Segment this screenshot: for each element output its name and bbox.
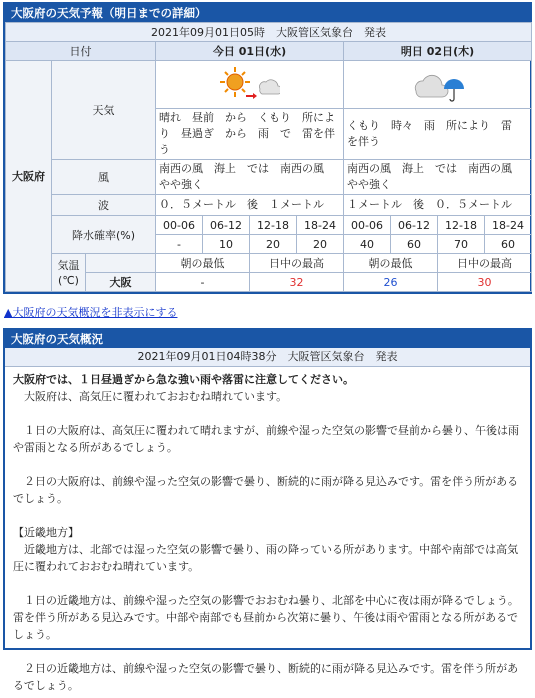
- pop-period: 06-12: [391, 216, 438, 235]
- tomorrow-temp-max: 30: [438, 273, 532, 292]
- cloud-with-rain-icon: [408, 65, 468, 105]
- today-weather-text: 晴れ 昼前 から くもり 所により 昼過ぎ から 雨 で 雷を伴う: [156, 109, 344, 160]
- toggle-overview-link[interactable]: ▲大阪府の天気概況を非表示にする: [4, 306, 178, 319]
- date-header: 日付: [6, 42, 156, 61]
- tomorrow-weather-icon-cell: [344, 61, 532, 109]
- overview-paragraph: [13, 507, 522, 524]
- weather-label: 天気: [52, 61, 156, 160]
- overview-paragraph: １日の大阪府は、高気圧に覆われて晴れますが、前線や湿った空気の影響で昼前から曇り、午後は雨や雷雨となる所があるでしょう。: [13, 424, 519, 454]
- today-weather-icon-cell: [156, 61, 344, 109]
- wind-label: 風: [52, 160, 156, 195]
- pop-period: 18-24: [297, 216, 344, 235]
- wave-label: 波: [52, 195, 156, 216]
- overview-paragraph: [13, 643, 522, 660]
- pop-value: -: [156, 235, 203, 254]
- overview-paragraph: [13, 456, 522, 473]
- overview-paragraph: [13, 575, 522, 592]
- pop-period: 12-18: [250, 216, 297, 235]
- tomorrow-temp-max-header: 日中の最高: [438, 254, 532, 273]
- pop-value: 40: [344, 235, 391, 254]
- forecast-title: 大阪府の天気予報（明日までの詳細）: [5, 4, 530, 22]
- temp-city-spacer: [86, 254, 156, 273]
- today-wave-text: ０．５メートル 後 １メートル: [156, 195, 344, 216]
- overview-paragraph: ２日の近畿地方は、前線や湿った空気の影響で曇り、断続的に雨が降る見込みです。雷を伴う所があるでしょう。: [13, 662, 519, 692]
- overview-panel: [3, 328, 532, 692]
- overview-paragraph: 【近畿地方】: [13, 526, 79, 539]
- overview-paragraph: [13, 405, 522, 422]
- tomorrow-wave-text: １メートル 後 ０．５メートル: [344, 195, 532, 216]
- pop-value: 20: [250, 235, 297, 254]
- temp-city: 大阪: [86, 273, 156, 292]
- tomorrow-header: 明日 02日(木): [344, 42, 532, 61]
- tomorrow-temp-min-header: 朝の最低: [344, 254, 438, 273]
- overview-title: 大阪府の天気概況: [5, 330, 530, 348]
- overview-paragraph: ２日の大阪府は、前線や湿った空気の影響で曇り、断続的に雨が降る見込みです。雷を伴う所があるでしょう。: [13, 475, 519, 505]
- pop-period: 06-12: [203, 216, 250, 235]
- overview-issued: 2021年09月01日04時38分 大阪管区気象台 発表: [5, 348, 530, 367]
- pop-value: 20: [297, 235, 344, 254]
- pop-value: 60: [485, 235, 532, 254]
- overview-paragraph: 近畿地方は、北部では湿った空気の影響で曇り、雨の降っている所があります。中部や南部では高気圧に覆われておおむね晴れています。: [13, 543, 519, 573]
- overview-body: [5, 367, 530, 698]
- sun-then-cloud-icon: [220, 65, 280, 105]
- today-temp-max: 32: [250, 273, 344, 292]
- today-temp-min: -: [156, 273, 250, 292]
- pop-value: 60: [391, 235, 438, 254]
- overview-paragraph: 大阪府は、高気圧に覆われておおむね晴れています。: [13, 390, 288, 403]
- forecast-table: [5, 22, 532, 292]
- temp-label: 気温(℃): [52, 254, 86, 292]
- tomorrow-temp-min: 26: [344, 273, 438, 292]
- pop-value: 10: [203, 235, 250, 254]
- tomorrow-weather-text: くもり 時々 雨 所により 雷 を伴う: [344, 109, 532, 160]
- forecast-panel: [3, 2, 532, 294]
- region-label: 大阪府: [6, 61, 52, 292]
- today-header: 今日 01日(水): [156, 42, 344, 61]
- overview-paragraph: １日の近畿地方は、前線や湿った空気の影響でおおむね曇り、北部を中心に夜は雨が降るでしょう。雷を伴う所がある見込みです。中部や南部でも昼前から次第に曇り、午後は雨や雷雨となる所があるでしょう。: [13, 594, 519, 641]
- pop-value: 70: [438, 235, 485, 254]
- tomorrow-wind-text: 南西の風 海上 では 南西の風 やや強く: [344, 160, 532, 195]
- pop-period: 18-24: [485, 216, 532, 235]
- pop-label: 降水確率(%): [52, 216, 156, 254]
- overview-headline: 大阪府では、１日昼過ぎから急な強い雨や落雷に注意してください。: [13, 373, 354, 386]
- today-temp-max-header: 日中の最高: [250, 254, 344, 273]
- pop-period: 12-18: [438, 216, 485, 235]
- pop-period: 00-06: [156, 216, 203, 235]
- today-wind-text: 南西の風 海上 では 南西の風 やや強く: [156, 160, 344, 195]
- today-temp-min-header: 朝の最低: [156, 254, 250, 273]
- pop-period: 00-06: [344, 216, 391, 235]
- forecast-issued: 2021年09月01日05時 大阪管区気象台 発表: [6, 23, 532, 42]
